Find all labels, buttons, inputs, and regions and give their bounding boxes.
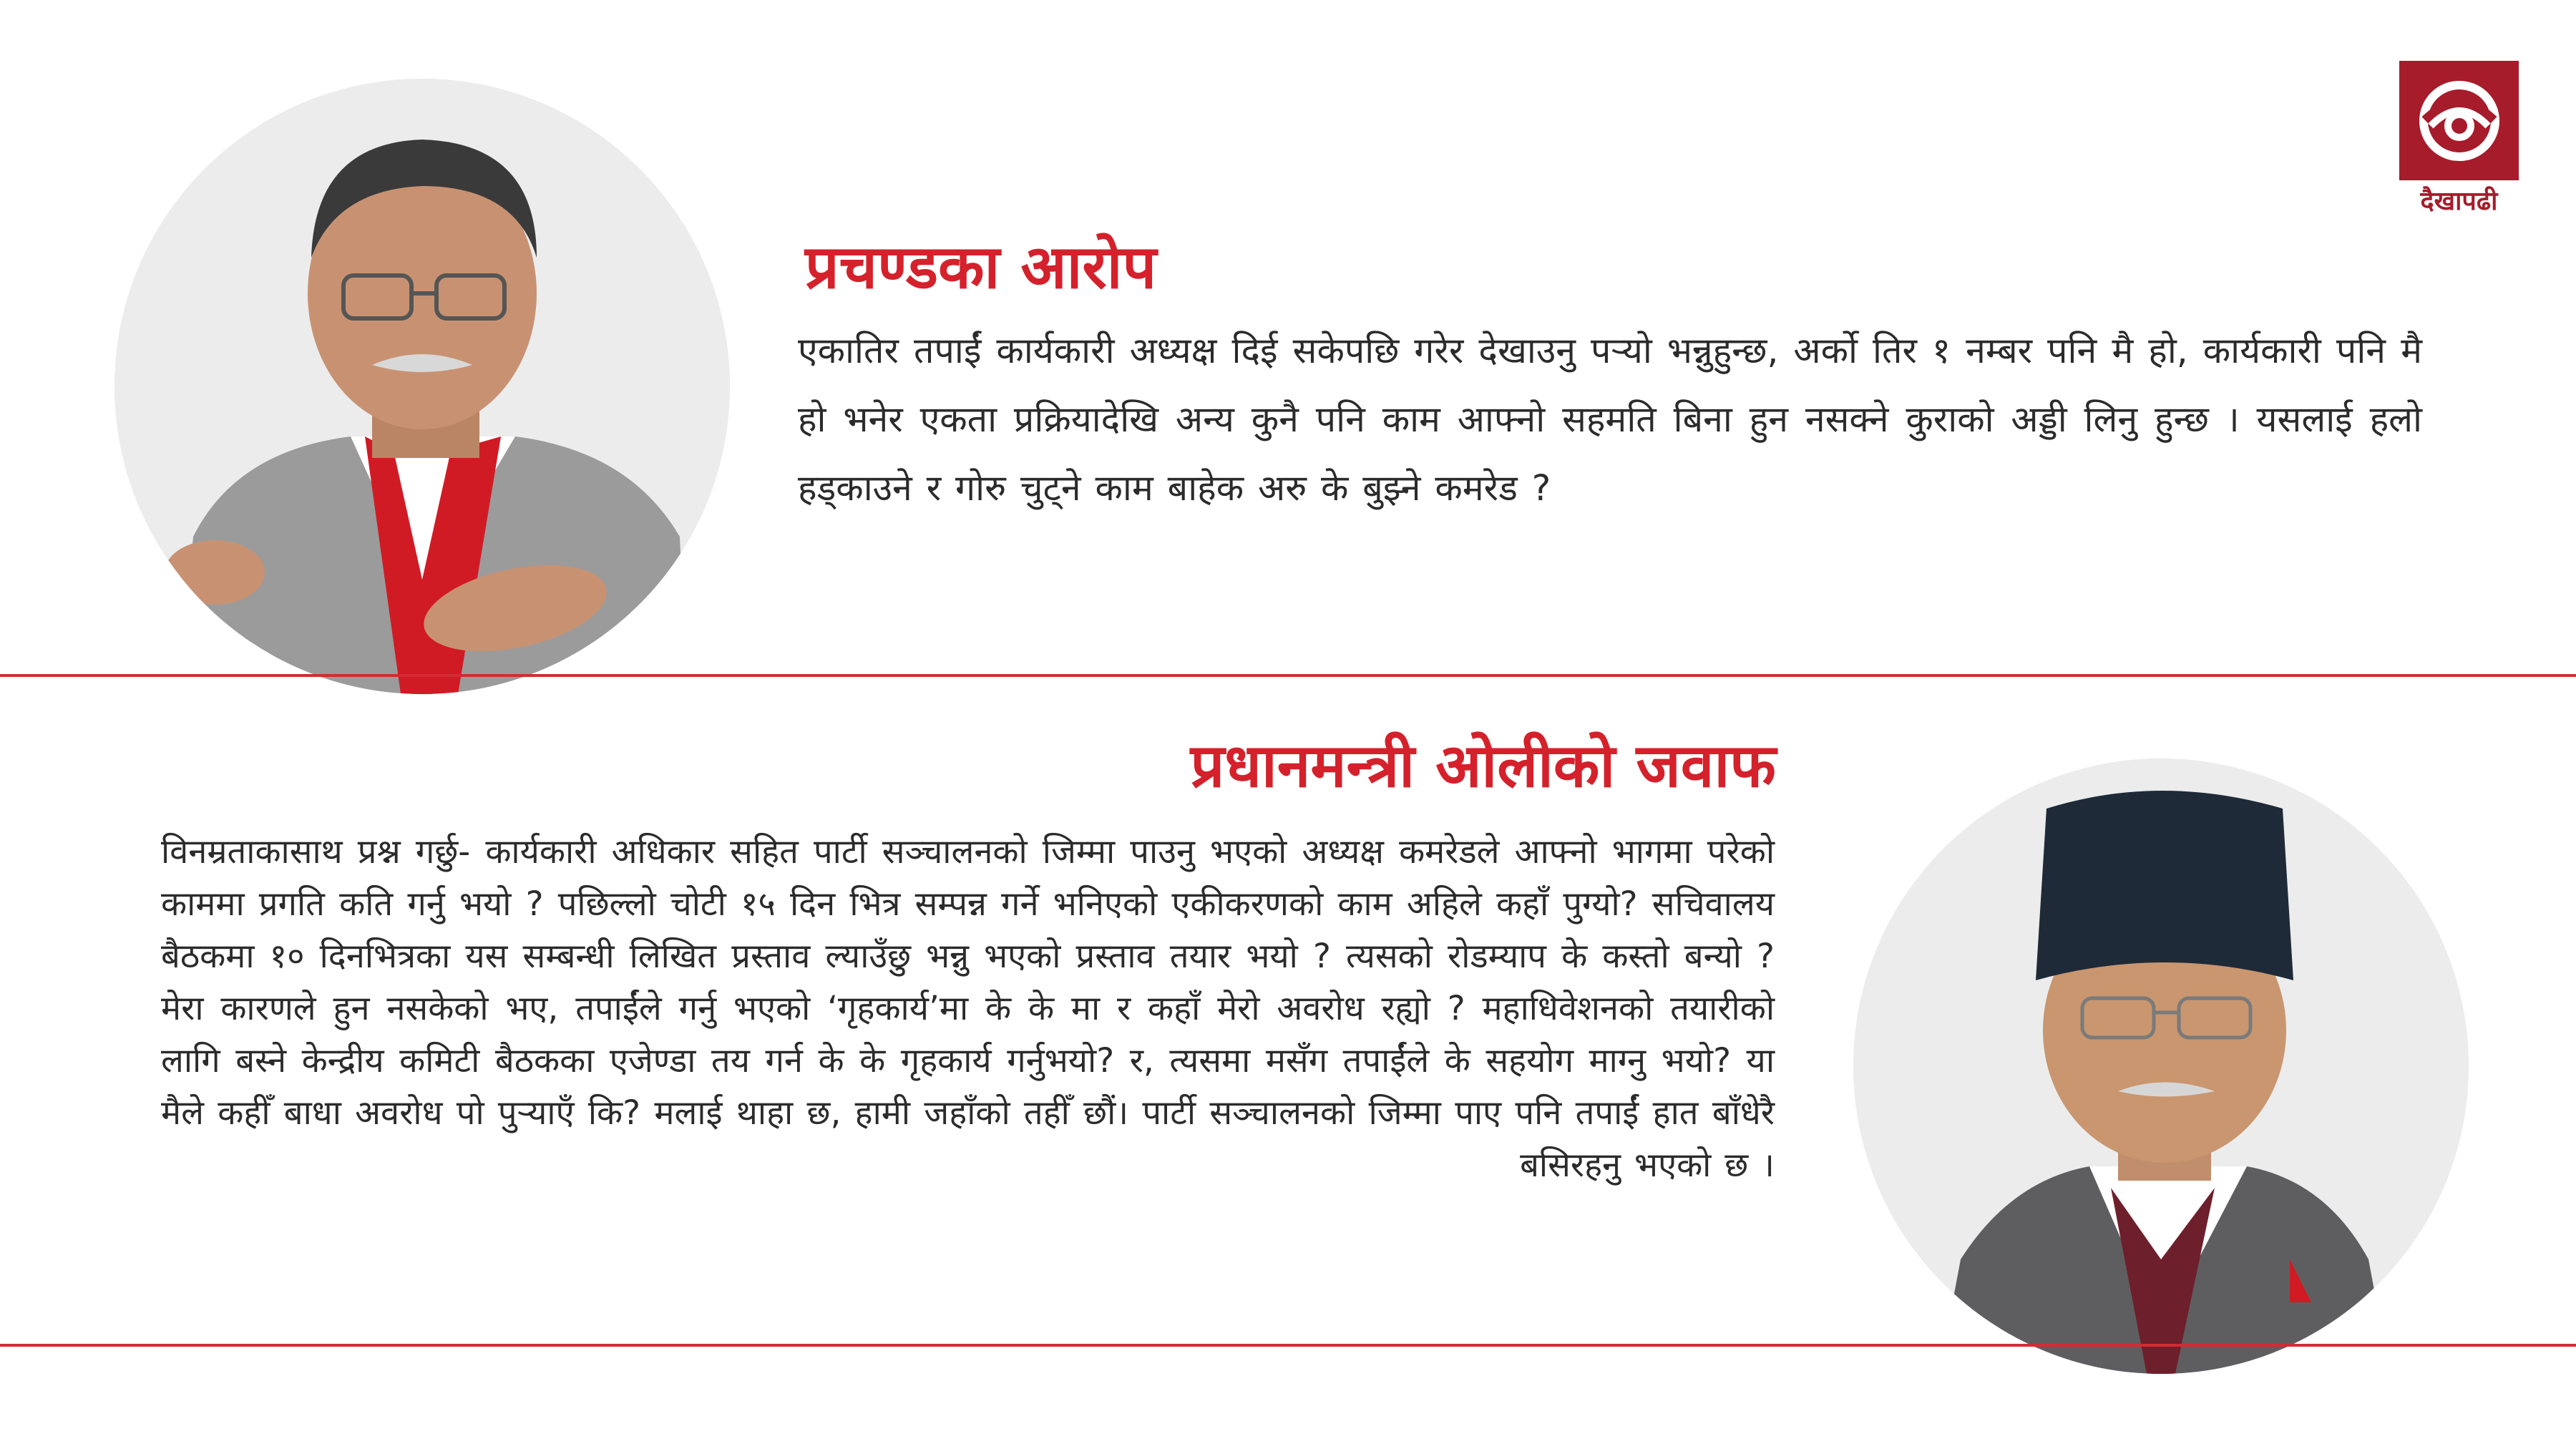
portrait-prachanda bbox=[114, 79, 730, 694]
portrait-oli bbox=[1853, 758, 2469, 1374]
section-2-text: विनम्रताकासाथ प्रश्न गर्छु- कार्यकारी अधिकार सहित पार्टी सञ्चालनको जिम्मा पाउनु भएको अध्यक्ष कमरेडले आफ्नो भागमा परेको काममा प्रगति कति गर्नु भयो ? पछिल्लो चोटी १५ दिन भित्र सम्पन्न गर्ने भनिएको एकीकरणको काम अहिले कहाँ पुग्यो? सचिवालय बैठकमा १० दिनभित्रका यस सम्बन्धी लिखित प्रस्ताव ल्याउँछु भन्नु भएको प्रस्ताव तयार भयो ? त्यसको रोडम्याप के कस्तो बन्यो ? मेरा कारणले हुन नसकेको भए, तपाईंले गर्नु भएको ‘गृहकार्य’मा के के मा र कहाँ मेरो अवरोध रह्यो ? महाधिवेशनको तयारीको लागि बस्ने केन्द्रीय कमिटी बैठकका एजेण्डा तय गर्न के के गृहकार्य गर्नुभयो? र, त्यसमा मसँग तपाईंले के सहयोग माग्नु भयो? या मैले कहीँ बाधा अवरोध पो पुर्‍याएँ कि? मलाई थाहा छ, हामी जहाँको तहीँ छौं। पार्टी सञ्चालनको जिम्मा पाए पनि तपाईं हात बाँधेरै बसिरहनु भएको छ । bbox=[161, 832, 1775, 1185]
divider-top bbox=[0, 674, 2576, 677]
divider-bottom bbox=[0, 1344, 2576, 1347]
section-1-heading: प्रचण्डका आरोप bbox=[805, 232, 1157, 302]
section-1-text: एकातिर तपाईं कार्यकारी अध्यक्ष दिई सकेपछि गरेर देखाउनु पर्‍यो भन्नुहुन्छ, अर्को तिर १ नम्बर पनि मै हो, कार्यकारी पनि मै हो भनेर एकता प्रक्रियादेखि अन्य कुनै पनि काम आफ्नो सहमति बिना हुन नसक्ने कुराको अड्डी लिनु हुन्छ । यसलाई हलो हड्काउने र गोरु चुट्ने काम बाहेक अरु के बुझ्ने कमरेड ? bbox=[798, 330, 2422, 509]
brand-logo bbox=[2399, 61, 2519, 222]
section-2-heading: प्रधानमन्त्री ओलीको जवाफ bbox=[1190, 731, 1776, 801]
brand-name: दैखापढी bbox=[2420, 187, 2498, 216]
eye-swirl-icon bbox=[2399, 61, 2519, 180]
